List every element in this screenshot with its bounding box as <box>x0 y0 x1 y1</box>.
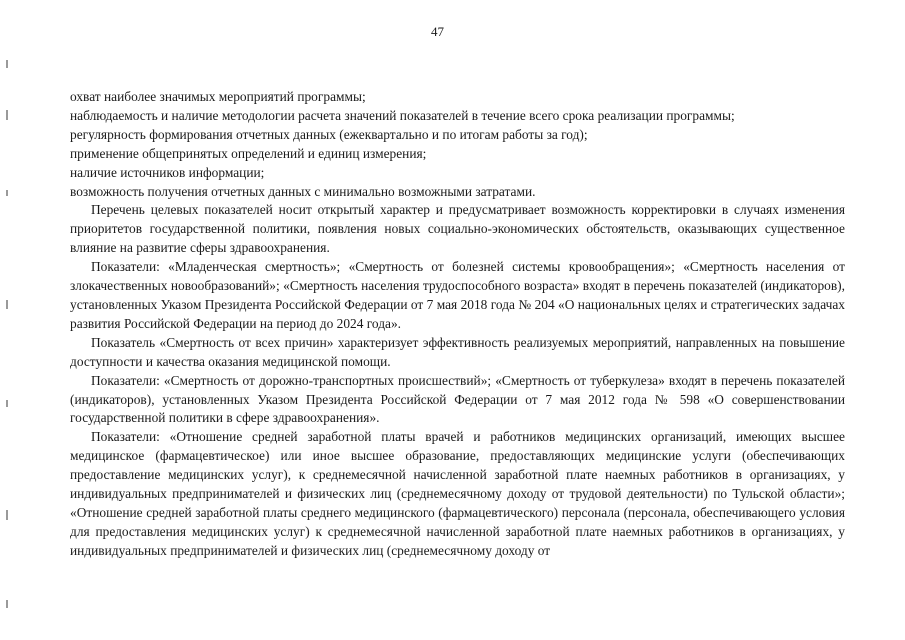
document-body <box>70 88 845 561</box>
paragraph-all-causes-mortality: Показатель «Смертность от всех причин» характеризует эффективность реализуемых мероприятий, направленных на повышение доступности и качества оказания медицинской помощи. <box>70 334 845 369</box>
paragraph-decree-2012: Показатели: «Смертность от дорожно-транспортных происшествий»; «Смертность от туберкулеза» входят в перечень показателей (индикаторов), установленных Указом Президента Российской Федерации от 7 мая 2012 года № 598 «О совершенствовании государственной политики в сфере здравоохранения». <box>70 372 845 426</box>
scan-edge-marks <box>6 40 9 630</box>
list-item: применение общепринятых определений и единиц измерения; <box>70 145 427 161</box>
list-item: охват наиболее значимых мероприятий программы; <box>70 89 366 104</box>
paragraph-indicators-list: Перечень целевых показателей носит открытый характер и предусматривает возможность корректировки в случаях изменения приоритетов государственной политики, появления новых социально-экономических обстоятельств, оказывающих существенное влияние на развитие сферы здравоохранения. <box>70 202 845 256</box>
paragraph-salary-indicators: Показатели: «Отношение средней заработной платы врачей и работников медицинских организаций, имеющих высшее медицинское (фармацевтическое) или иное высшее образование, предоставляющих медицинские услуги (обеспечивающих предоставление медицинских услуг), к среднемесячной начисленной заработной плате наемных работников в организациях, у индивидуальных предпринимателей и физических лиц (среднемесячному доходу от трудовой деятельности) по Тульской области»; «Отношение средней заработной платы среднего медицинского (фармацевтического) персонала (персонала, обеспечивающего условия для предоставления медицинских услуг) к среднемесячной начисленной заработной плате наемных работников в организациях, у индивидуальных предпринимателей и физических лиц (среднемесячному доходу от <box>70 429 845 558</box>
list-item: наблюдаемость и наличие методологии расчета значений показателей в течение всего срока реализации программы; <box>70 107 735 123</box>
list-item: возможность получения отчетных данных с минимально возможными затратами. <box>70 183 536 199</box>
list-item: наличие источников информации; <box>70 164 265 180</box>
paragraph-decree-2018: Показатели: «Младенческая смертность»; «Смертность от болезней системы кровообращения»; «Смертность населения от злокачественных новообразований»; «Смертность населения трудоспособного возраста» входят в перечень показателей (индикаторов), установленных Указом Президента Российской Федерации от 7 мая 2018 года № 204 «О национальных целях и стратегических задачах развития Российской Федерации на период до 2024 года». <box>70 259 845 331</box>
page-number: 47 <box>431 24 444 39</box>
list-item: регулярность формирования отчетных данных (ежеквартально и по итогам работы за год); <box>70 126 588 142</box>
